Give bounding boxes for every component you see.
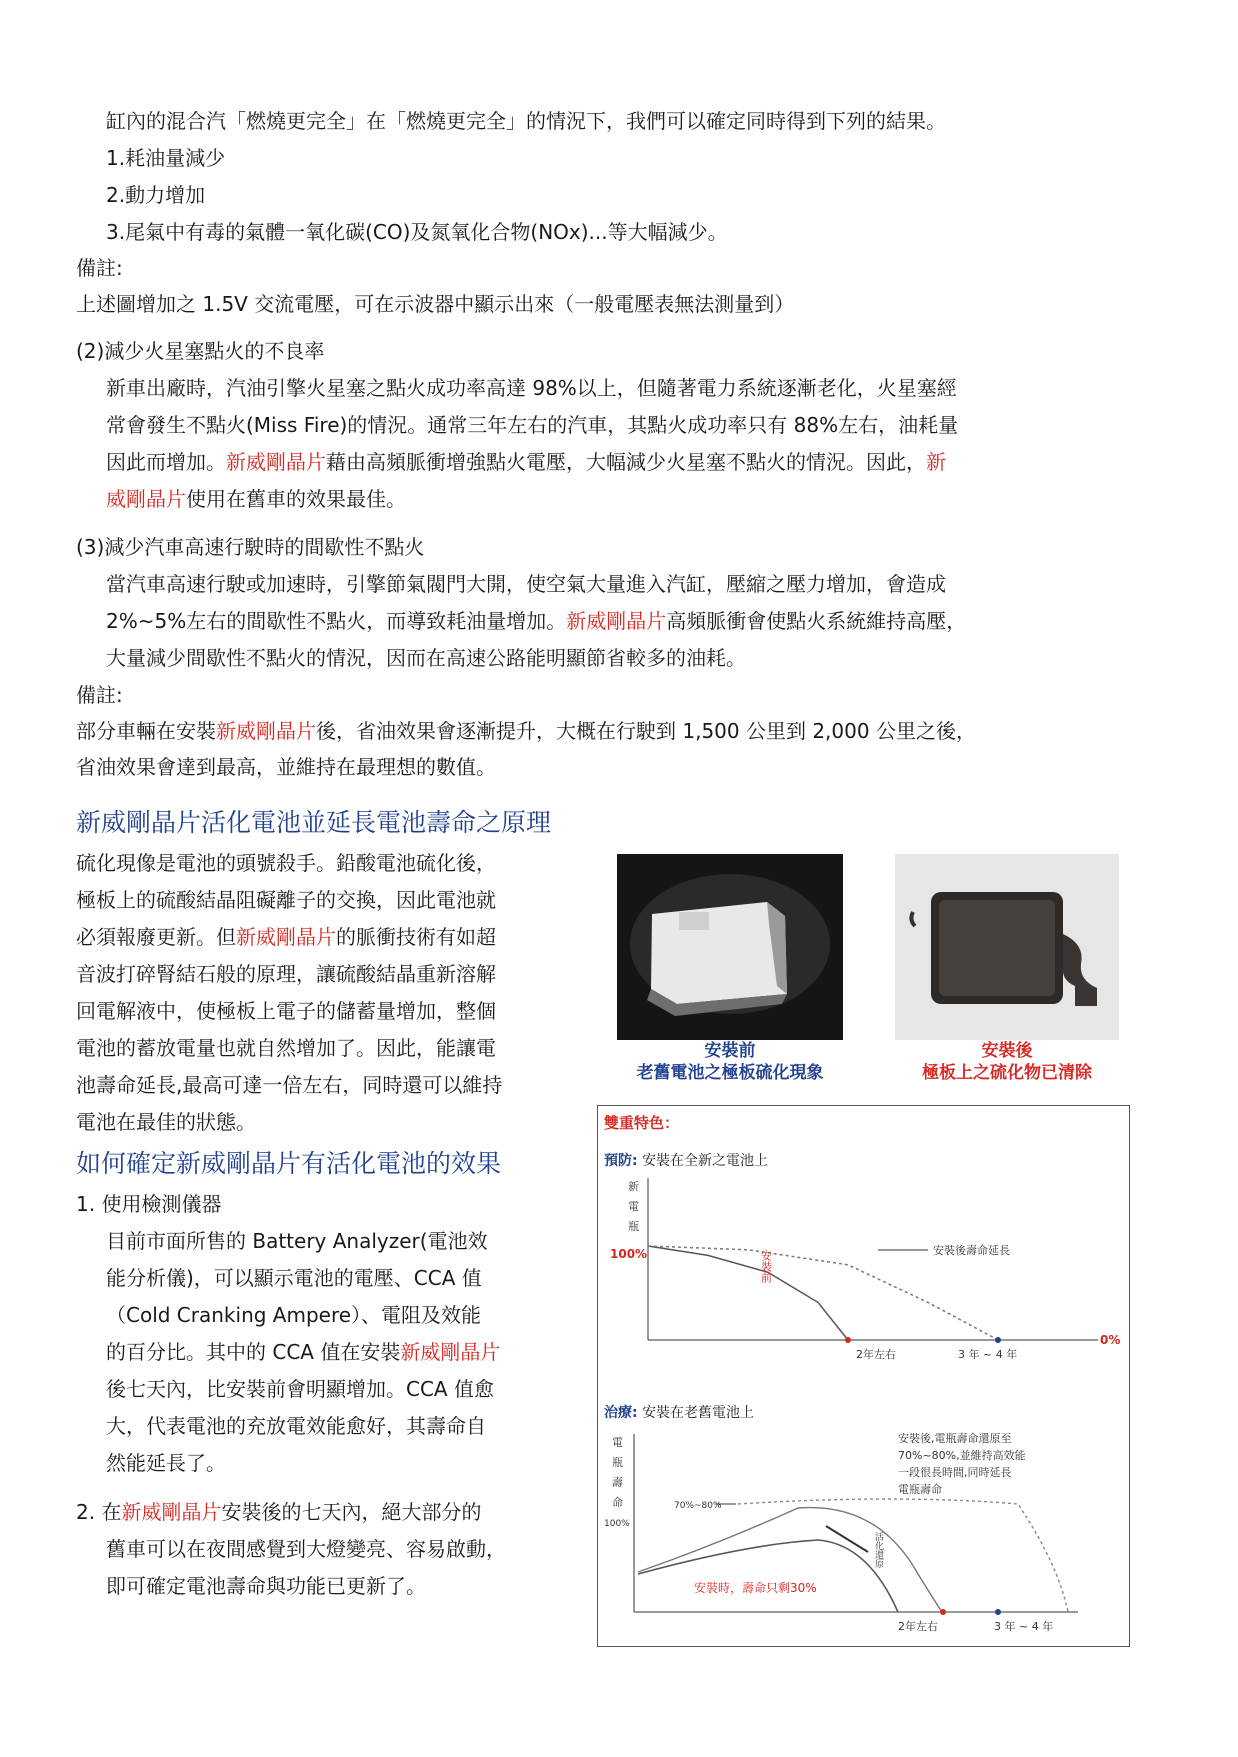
chart2-x-tick: 3 年 ~ 4 年 [994, 1620, 1054, 1633]
paragraph-line: 硫化現像是電池的頭號殺手。鉛酸電池硫化後， [76, 851, 496, 875]
note-label: 備註: [76, 683, 123, 707]
text-span: 藉由高頻脈衝增強點火電壓，大幅減少火星塞不點火的情況。因此， [326, 450, 926, 474]
text-span: 必須報廢更新。但 [76, 925, 236, 949]
paragraph-line [106, 1337, 500, 1367]
paragraph-line [106, 447, 946, 477]
paragraph-line: 極板上的硫酸結晶阻礙離子的交換，因此電池就 [76, 888, 496, 912]
chart2-annotation: 一段很長時間,同時延長 [898, 1466, 1012, 1479]
text-span: 的脈衝技術有如超 [336, 925, 496, 949]
product-name: 新 [926, 450, 946, 474]
chart2-annotation: 電瓶壽命 [898, 1483, 942, 1496]
text-span: 因此而增加。 [106, 450, 226, 474]
chart1-ylabel-char: 電 [628, 1200, 639, 1213]
text-span: 後，省油效果會逐漸提升，大概在行駛到 1,500 公里到 2,000 公里之後， [316, 719, 976, 743]
chart-title-text: 安裝在老舊電池上 [642, 1405, 755, 1421]
chart2-ylabel-char: 命 [612, 1496, 623, 1509]
chart1-annotation: 安裝後壽命延長 [933, 1244, 1010, 1257]
list-item-title [76, 1497, 481, 1527]
note-text [76, 716, 976, 746]
chart2-ylabel-char: 壽 [612, 1476, 623, 1489]
chart-title-label: 治療: [604, 1405, 638, 1421]
paragraph-line: 新車出廠時，汽油引擎火星塞之點火成功率高達 98%以上，但隨著電力系統逐漸老化，火星塞經 [106, 376, 957, 400]
chart2-ylabel-char: 瓶 [612, 1456, 623, 1469]
chart2-series [738, 1499, 1068, 1612]
battery-plate-before-photo [617, 854, 843, 1040]
note-label: 備註: [76, 256, 123, 280]
text-span: 2. 在 [76, 1500, 122, 1524]
text-span: 安裝後的七天內，絕大部分的 [221, 1500, 482, 1524]
paragraph-line: 音波打碎腎結石般的原理，讓硫酸結晶重新溶解 [76, 962, 496, 986]
product-name: 新威剛晶片 [236, 925, 336, 949]
chart-title-label: 預防: [604, 1153, 638, 1169]
caption-line: 老舊電池之極板硫化現象 [636, 1063, 824, 1083]
chart2-end-point [940, 1609, 946, 1615]
caption-line: 安裝前 [704, 1041, 756, 1061]
paragraph-line: 池壽命延長,最高可達一倍左右，同時還可以維持 [76, 1073, 503, 1097]
chart-title-text: 安裝在全新之電池上 [642, 1153, 769, 1169]
caption-line: 安裝後 [981, 1041, 1033, 1061]
paragraph-line: （Cold Cranking Ampere）、電阻及效能 [106, 1303, 482, 1327]
chart2-annotation: 70%~80%,並維持高效能 [898, 1449, 1026, 1462]
paragraph-line: 後七天內，比安裝前會明顯增加。CCA 值愈 [106, 1377, 494, 1401]
chart2-x-tick: 2年左右 [898, 1620, 938, 1633]
paragraph-line: 電池的蓄放電量也就自然增加了。因此，能讓電 [76, 1036, 496, 1060]
note-text: 上述圖增加之 1.5V 交流電壓，可在示波器中顯示出來（一般電壓表無法測量到） [76, 292, 795, 316]
chart2-ylabel-char: 電 [612, 1436, 623, 1449]
paragraph-line: 然能延長了。 [106, 1451, 226, 1475]
note-text: 省油效果會達到最高，並維持在最理想的數值。 [76, 755, 496, 779]
photo-caption-after [895, 1040, 1119, 1084]
chart1-ylabel-char: 瓶 [628, 1220, 639, 1233]
chart2-tick-label: 70%~80% [674, 1501, 722, 1511]
product-name: 新威剛晶片 [400, 1340, 501, 1364]
text-span: 2%~5%左右的間歇性不點火，而導致耗油量增加。 [106, 609, 567, 633]
chart1-x-tick: 2年左右 [856, 1348, 896, 1361]
paragraph-line: 大量減少間歇性不點火的情況，因而在高速公路能明顯節省較多的油耗。 [106, 646, 746, 670]
result-item: 3.尾氣中有毒的氣體一氧化碳(CO)及氮氧化合物(NOx)...等大幅減少。 [106, 220, 728, 244]
chart-title-treat [604, 1402, 754, 1422]
paragraph-line: 電池在最佳的狀態。 [76, 1110, 256, 1134]
prevent-chart [598, 1170, 1129, 1380]
result-item: 2.動力增加 [106, 183, 206, 207]
product-name: 新威剛晶片 [121, 1500, 222, 1524]
product-name: 新威剛晶片 [226, 450, 326, 474]
chart1-y-tick: 100% [610, 1247, 648, 1261]
battery-life-chart-panel [597, 1105, 1130, 1647]
paragraph-line: 大，代表電池的充放電效能愈好，其壽命自 [106, 1414, 486, 1438]
chart2-series [638, 1508, 942, 1612]
paragraph-line: 當汽車高速行駛或加速時，引擎節氣閥門大開，使空氣大量進入汽缸，壓縮之壓力增加，會造成 [106, 572, 946, 596]
chart1-series-after [648, 1246, 998, 1340]
chart1-ylabel-char: 新 [628, 1180, 639, 1193]
treat-chart [598, 1424, 1129, 1642]
chart2-y-tick: 100% [604, 1519, 630, 1529]
chart2-annotation: 活化還原 [873, 1532, 883, 1568]
chart2-series [638, 1540, 898, 1612]
paragraph-line [106, 484, 406, 514]
text-span: 使用在舊車的效果最佳。 [186, 487, 406, 511]
paragraph-line: 即可確定電池壽命與功能已更新了。 [106, 1574, 426, 1598]
section-title: (2)減少火星塞點火的不良率 [76, 339, 325, 363]
intro-line: 缸內的混合汽「燃燒更完全」在「燃燒更完全」的情況下，我們可以確定同時得到下列的結果。 [106, 109, 946, 133]
chart1-end-point [995, 1337, 1001, 1343]
caption-line: 極板上之硫化物已清除 [922, 1063, 1092, 1083]
photo-caption-before [617, 1040, 843, 1084]
section-title: (3)減少汽車高速行駛時的間歇性不點火 [76, 535, 425, 559]
text-span: 部分車輛在安裝 [76, 719, 216, 743]
paragraph-line: 目前市面所售的 Battery Analyzer(電池效 [106, 1229, 488, 1253]
battery-plate-after-photo [895, 854, 1119, 1040]
paragraph-line: 常會發生不點火(Miss Fire)的情況。通常三年左右的汽車，其點火成功率只有 88%左右，油耗量 [106, 413, 959, 437]
result-item: 1.耗油量減少 [106, 146, 226, 170]
paragraph-line: 能分析儀)，可以顯示電池的電壓、CCA 值 [106, 1266, 482, 1290]
section-heading: 如何確定新威剛晶片有活化電池的效果 [76, 1149, 502, 1178]
chart2-annotation: 安裝時，壽命只剩30% [694, 1581, 817, 1595]
chart1-end-point [845, 1337, 851, 1343]
product-name: 新威剛晶片 [566, 609, 667, 633]
chart1-annotation: 安裝前 [759, 1250, 773, 1283]
paragraph-line [76, 922, 496, 952]
list-item-title: 1. 使用檢測儀器 [76, 1192, 222, 1216]
chart-panel-header: 雙重特色： [604, 1114, 680, 1132]
chart2-end-point [995, 1609, 1001, 1615]
product-name: 威剛晶片 [106, 487, 186, 511]
chart1-x-tick: 3 年 ~ 4 年 [958, 1348, 1018, 1361]
text-span: 的百分比。其中的 CCA 值在安裝 [106, 1340, 401, 1364]
text-span: 高頻脈衝會使點火系統維持高壓， [666, 609, 967, 633]
chart1-y-tick-right: 0% [1100, 1333, 1121, 1347]
paragraph-line: 舊車可以在夜間感覺到大燈變亮、容易啟動， [106, 1537, 506, 1561]
paragraph-line: 回電解液中，使極板上電子的儲蓄量增加，整個 [76, 999, 496, 1023]
paragraph-line [106, 606, 966, 636]
chart-title-prevent [604, 1150, 768, 1170]
chart2-annotation: 安裝後,電瓶壽命還原至 [898, 1432, 1012, 1445]
product-name: 新威剛晶片 [216, 719, 316, 743]
section-heading: 新威剛晶片活化電池並延長電池壽命之原理 [76, 808, 552, 837]
